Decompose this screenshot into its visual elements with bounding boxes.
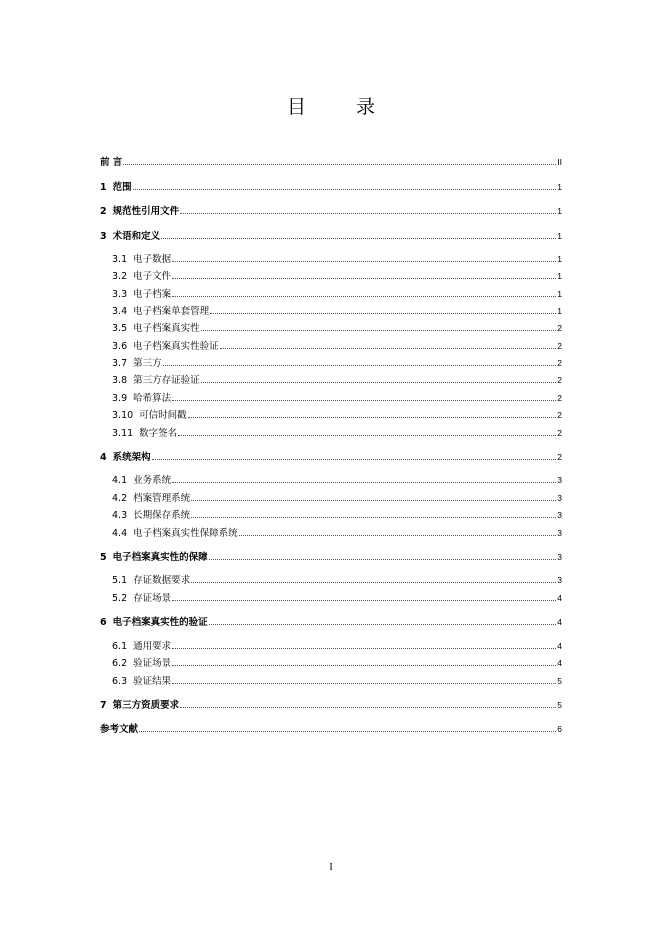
- toc-entry-page: 1: [557, 231, 562, 241]
- toc-dot-leader: [220, 347, 557, 349]
- toc-entry-number: 5: [100, 552, 107, 563]
- toc-entry[interactable]: [112, 574, 562, 587]
- toc-entry[interactable]: [112, 527, 562, 540]
- toc-entry-label: 电子档案真实性: [133, 323, 200, 334]
- toc-entry[interactable]: [112, 657, 562, 670]
- toc-entry-number: 3.9: [112, 393, 128, 404]
- toc-entry[interactable]: [112, 675, 562, 688]
- toc-entry-page: 4: [557, 593, 562, 603]
- toc-entry-label: 可信时间戳: [139, 410, 187, 421]
- toc-entry[interactable]: [100, 156, 562, 169]
- toc-entry[interactable]: [100, 723, 562, 736]
- toc-entry-page: 4: [557, 658, 562, 668]
- toc-entry-number: 5.1: [112, 575, 128, 586]
- toc-entry-label: 第三方资质要求: [112, 700, 180, 711]
- toc-entry[interactable]: [112, 270, 562, 283]
- toc-entry-label: 长期保存系统: [133, 510, 191, 521]
- toc-dot-leader: [123, 163, 556, 165]
- toc-entry-page: 3: [557, 528, 562, 538]
- toc-entry-label: 前 言: [100, 157, 123, 168]
- toc-entry-number: 4.4: [112, 528, 128, 539]
- toc-entry[interactable]: [100, 616, 562, 629]
- toc-entry-number: 3.1: [112, 254, 128, 265]
- toc-entry-label: 存证场景: [133, 593, 172, 604]
- toc-entry-number: 3.6: [112, 341, 128, 352]
- toc-entry-label: 系统架构: [112, 452, 151, 463]
- toc-dot-leader: [172, 260, 556, 262]
- toc-entry-page: 3: [557, 510, 562, 520]
- toc-dot-leader: [172, 277, 556, 279]
- toc-dot-leader: [201, 329, 557, 331]
- toc-entry-number: 5.2: [112, 593, 128, 604]
- toc-entry-page: 1: [557, 254, 562, 264]
- toc-entry-page: 3: [557, 575, 562, 585]
- toc-entry[interactable]: [112, 640, 562, 653]
- toc-entry-label: 档案管理系统: [133, 493, 191, 504]
- toc-entry-label: 第三方存证验证: [133, 375, 200, 386]
- toc-entry[interactable]: [100, 699, 562, 712]
- toc-entry-page: 2: [557, 358, 562, 368]
- toc-entry-number: 3.2: [112, 271, 128, 282]
- toc-entry-number: 6.2: [112, 658, 128, 669]
- toc-dot-leader: [191, 581, 556, 583]
- toc-entry[interactable]: [100, 230, 562, 243]
- toc-entry[interactable]: [100, 205, 562, 218]
- toc-dot-leader: [188, 416, 557, 418]
- toc-entry-page: 4: [557, 617, 562, 627]
- toc-entry-number: 4.1: [112, 475, 128, 486]
- toc-dot-leader: [201, 381, 557, 383]
- toc-entry-label: 电子档案: [133, 289, 172, 300]
- toc-entry[interactable]: [112, 288, 562, 301]
- toc-entry-label: 电子档案真实性保障系统: [133, 528, 238, 539]
- toc-entry[interactable]: [112, 357, 562, 370]
- toc-entry[interactable]: [100, 181, 562, 194]
- toc-entry-page: 2: [557, 375, 562, 385]
- toc-dot-leader: [172, 295, 556, 297]
- toc-dot-leader: [178, 434, 556, 436]
- toc-entry-page: 5: [557, 700, 562, 710]
- toc-entry-page: 3: [557, 475, 562, 485]
- toc-entry-page: 2: [557, 393, 562, 403]
- toc-entry-page: 3: [557, 552, 562, 562]
- toc-dot-leader: [172, 682, 556, 684]
- toc-entry-number: 6.1: [112, 641, 128, 652]
- toc-dot-leader: [172, 481, 556, 483]
- toc-entry-number: 4.3: [112, 510, 128, 521]
- toc-entry-page: 6: [557, 724, 562, 734]
- toc-entry-page: 2: [557, 410, 562, 420]
- toc-entry-label: 电子数据: [133, 254, 172, 265]
- toc-entry-page: 4: [557, 641, 562, 651]
- toc-entry-label: 电子文件: [133, 271, 172, 282]
- toc-entry-label: 电子档案真实性的保障: [112, 552, 208, 563]
- toc-entry-page: 1: [557, 206, 562, 216]
- toc-dot-leader: [133, 188, 557, 190]
- toc-entry[interactable]: [112, 427, 562, 440]
- toc-dot-leader: [163, 364, 557, 366]
- toc-entry-page: 1: [557, 289, 562, 299]
- toc-entry[interactable]: [112, 305, 562, 318]
- toc-dot-leader: [152, 458, 557, 460]
- toc-dot-leader: [161, 237, 556, 239]
- toc-entry-label: 验证场景: [133, 658, 172, 669]
- toc-dot-leader: [239, 534, 557, 536]
- toc-entry-number: 3.7: [112, 358, 128, 369]
- toc-entry[interactable]: [112, 253, 562, 266]
- toc-entry-page: 2: [557, 428, 562, 438]
- toc-entry-page: 1: [557, 306, 562, 316]
- toc-entry-label: 验证结果: [133, 676, 172, 687]
- toc-entry-label: 电子档案单套管理: [133, 306, 210, 317]
- toc-entry-label: 业务系统: [133, 475, 172, 486]
- toc-entry-label: 哈希算法: [133, 393, 172, 404]
- toc-entry-number: 3.11: [112, 428, 134, 439]
- toc-entry-page: 2: [557, 341, 562, 351]
- toc-entry-number: 3.3: [112, 289, 128, 300]
- toc-entry-label: 范围: [112, 182, 132, 193]
- toc-entry-number: 4.2: [112, 493, 128, 504]
- toc-dot-leader: [191, 499, 556, 501]
- toc-entry-label: 通用要求: [133, 641, 172, 652]
- toc-entry-number: 3.5: [112, 323, 128, 334]
- page-title: 目 录: [286, 96, 398, 118]
- toc-dot-leader: [180, 212, 556, 214]
- toc-entry-label: 第三方: [133, 358, 162, 369]
- toc-dot-leader: [209, 623, 557, 625]
- toc-entry-number: 1: [100, 182, 107, 193]
- toc-dot-leader: [210, 312, 556, 314]
- toc-entry-number: 3.10: [112, 410, 134, 421]
- toc-entry[interactable]: [112, 322, 562, 335]
- toc-entry[interactable]: [112, 392, 562, 405]
- toc-entry[interactable]: [112, 340, 562, 353]
- toc-entry-label: 参考文献: [100, 724, 139, 735]
- toc-dot-leader: [180, 706, 556, 708]
- toc-dot-leader: [172, 399, 556, 401]
- toc-entry-number: 6: [100, 617, 107, 628]
- toc-entry-number: 6.3: [112, 676, 128, 687]
- toc-entry-page: 3: [557, 493, 562, 503]
- toc-entry[interactable]: [112, 492, 562, 505]
- toc-entry[interactable]: [112, 592, 562, 605]
- toc-dot-leader: [209, 558, 557, 560]
- toc-dot-leader: [139, 730, 556, 732]
- toc-dot-leader: [172, 664, 556, 666]
- toc-entry-number: 4: [100, 452, 107, 463]
- toc-dot-leader: [172, 647, 556, 649]
- toc-entry-label: 电子档案真实性验证: [133, 341, 219, 352]
- toc-dot-leader: [191, 516, 556, 518]
- toc-entry-label: 数字签名: [139, 428, 178, 439]
- toc-entry[interactable]: [100, 551, 562, 564]
- toc-entry-label: 存证数据要求: [133, 575, 191, 586]
- toc-entry-label: 术语和定义: [112, 231, 161, 242]
- toc-dot-leader: [172, 599, 556, 601]
- toc-entry-number: 7: [100, 700, 107, 711]
- toc-entry-number: 3: [100, 231, 107, 242]
- toc-entry[interactable]: [112, 474, 562, 487]
- toc-entry-page: II: [557, 157, 562, 167]
- toc-entry-page: 2: [557, 452, 562, 462]
- toc-entry-number: 3.4: [112, 306, 128, 317]
- page-number: I: [329, 862, 333, 873]
- toc-entry-label: 规范性引用文件: [112, 206, 180, 217]
- toc-entry-number: 3.8: [112, 375, 128, 386]
- toc-entry-label: 电子档案真实性的验证: [112, 617, 208, 628]
- toc-entry-page: 1: [557, 271, 562, 281]
- toc-entry[interactable]: [112, 509, 562, 522]
- toc-entry-page: 1: [557, 182, 562, 192]
- toc-entry-page: 2: [557, 323, 562, 333]
- toc-entry-page: 5: [557, 676, 562, 686]
- toc-entry-number: 2: [100, 206, 107, 217]
- toc-entry[interactable]: [100, 451, 562, 464]
- toc-entry[interactable]: [112, 374, 562, 387]
- toc-entry[interactable]: [112, 409, 562, 422]
